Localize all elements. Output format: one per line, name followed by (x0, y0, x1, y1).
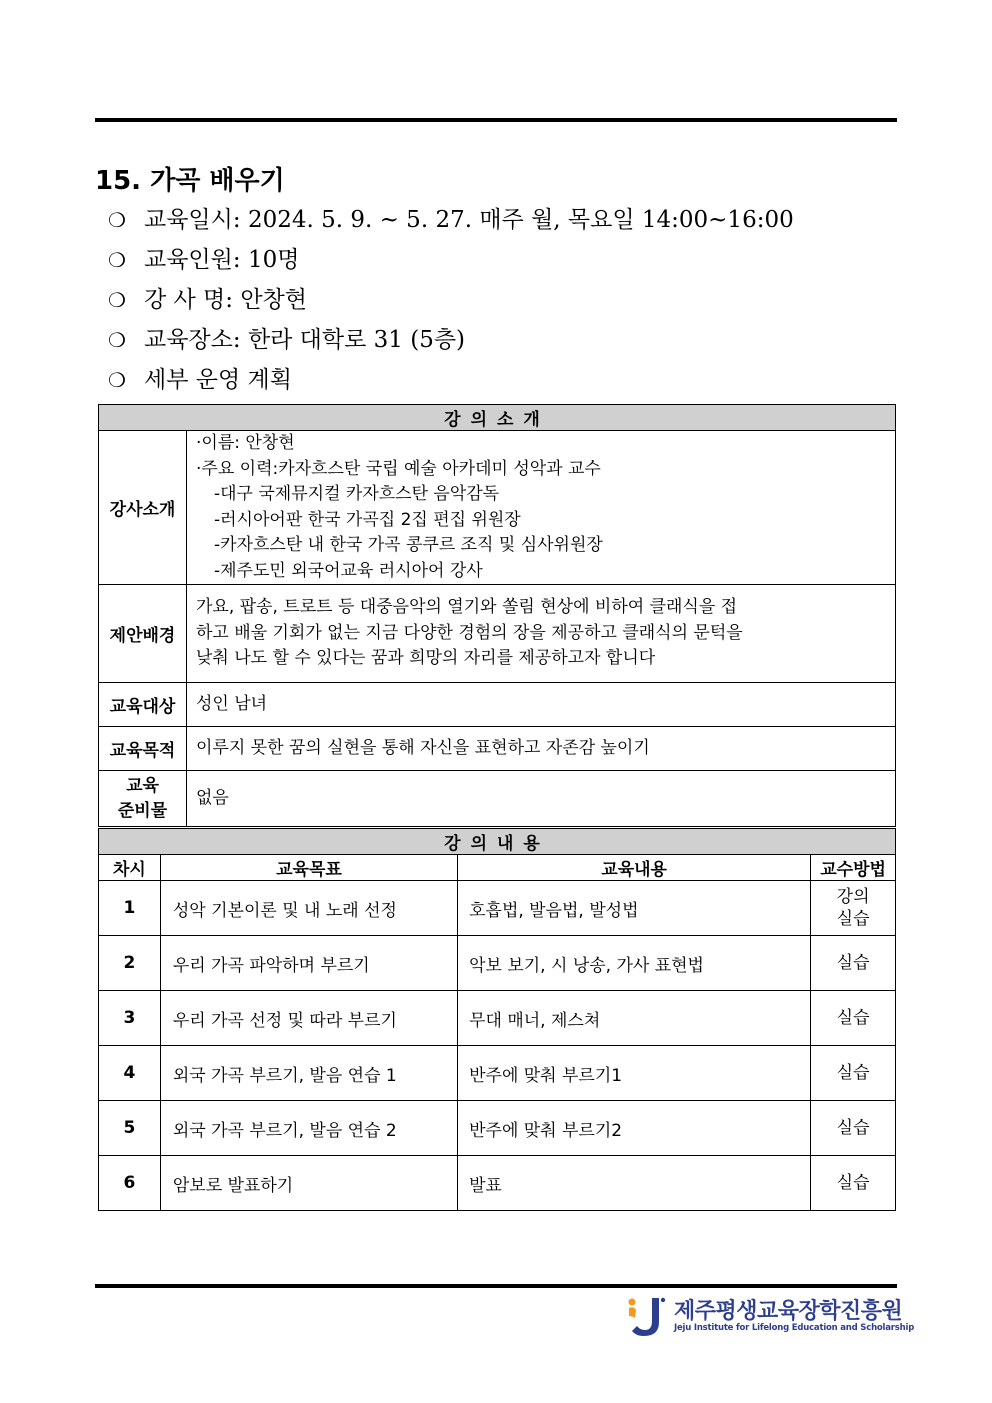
info-line-instructor (108, 281, 307, 314)
text-line: -카자흐스탄 내 한국 가곡 콩쿠르 조직 및 심사위원장 (214, 535, 603, 555)
circle-bullet-icon: ❍ (108, 288, 126, 312)
text-line: ·이름: 안창현 (196, 433, 295, 453)
org-name-english: Jeju Institute for Lifelong Education and Scholarship (674, 1323, 915, 1333)
session-content: 발표 (458, 1156, 811, 1211)
jeju-logo-icon (626, 1294, 666, 1338)
session-number: 4 (99, 1046, 161, 1101)
row-label: 강사소개 (99, 431, 187, 585)
session-number: 3 (99, 991, 161, 1046)
page-title: 15. 가곡 배우기 (95, 166, 285, 196)
top-rule (95, 118, 897, 122)
row-label: 교육목적 (99, 727, 187, 771)
content-table (98, 828, 896, 1211)
session-content: 반주에 맞춰 부르기1 (458, 1046, 811, 1101)
info-line-date (108, 201, 794, 234)
info-line-plan (108, 361, 292, 394)
table-row (99, 1046, 896, 1101)
intro-header: 강의소개 (99, 405, 896, 431)
background-cell (187, 585, 896, 683)
circle-bullet-icon: ❍ (108, 208, 126, 232)
session-goal: 외국 가곡 부르기, 발음 연습 2 (160, 1101, 457, 1156)
method-line: 실습 (836, 909, 870, 929)
row-label: 제안배경 (99, 585, 187, 683)
info-value: 10명 (247, 247, 300, 273)
purpose-cell: 이루지 못한 꿈의 실현을 통해 자신을 표현하고 자존감 높이기 (187, 727, 896, 771)
table-row (99, 991, 896, 1046)
session-content: 악보 보기, 시 낭송, 가사 표현법 (458, 936, 811, 991)
method-line: 강의 (836, 887, 870, 907)
bottom-rule (95, 1284, 897, 1288)
session-number: 1 (99, 881, 161, 936)
text-line: -대구 국제뮤지컬 카자흐스탄 음악감독 (214, 484, 500, 504)
session-goal: 우리 가곡 파악하며 부르기 (160, 936, 457, 991)
session-number: 2 (99, 936, 161, 991)
info-line-people (108, 241, 299, 274)
info-label: 세부 운영 계획 (144, 367, 292, 393)
text-line: 낮춰 나도 할 수 있다는 꿈과 희망의 자리를 제공하고자 합니다 (196, 648, 656, 669)
text-line: ·주요 이력:카자흐스탄 국립 예술 아카데미 성악과 교수 (196, 458, 601, 479)
org-name: 제주평생교육장학진흥원 (674, 1299, 903, 1324)
info-line-place (108, 321, 465, 354)
target-cell: 성인 남녀 (187, 683, 896, 727)
session-method (811, 881, 896, 936)
row-label: 교육대상 (99, 683, 187, 727)
session-goal: 외국 가곡 부르기, 발음 연습 1 (160, 1046, 457, 1101)
session-goal: 성악 기본이론 및 내 노래 선정 (160, 881, 457, 936)
label-line: 교육 (126, 775, 159, 796)
circle-bullet-icon: ❍ (108, 328, 126, 352)
column-header: 교수방법 (811, 855, 896, 881)
session-method: 실습 (811, 1101, 896, 1156)
info-label: 교육일시: (144, 207, 241, 233)
column-header: 차시 (99, 855, 161, 881)
session-number: 6 (99, 1156, 161, 1211)
text-line: -제주도민 외국어교육 러시아어 강사 (214, 560, 483, 581)
org-logo (626, 1294, 915, 1342)
table-row (99, 1101, 896, 1156)
content-header: 강의내용 (99, 829, 896, 855)
session-content: 호흡법, 발음법, 발성법 (458, 881, 811, 936)
column-header: 교육목표 (160, 855, 457, 881)
table-row (99, 1156, 896, 1211)
session-goal: 암보로 발표하기 (160, 1156, 457, 1211)
table-row (99, 936, 896, 991)
instructor-intro-cell (187, 431, 896, 585)
circle-bullet-icon: ❍ (108, 248, 126, 272)
session-method: 실습 (811, 1046, 896, 1101)
text-line: -러시아어판 한국 가곡집 2집 편집 위원장 (214, 509, 521, 530)
session-goal: 우리 가곡 선정 및 따라 부르기 (160, 991, 457, 1046)
session-number: 5 (99, 1101, 161, 1156)
info-label: 교육장소: (144, 327, 241, 353)
text-line: 하고 배울 기회가 없는 지금 다양한 경험의 장을 제공하고 클래식의 문턱을 (196, 622, 743, 643)
materials-cell: 없음 (187, 771, 896, 827)
info-label: 강 사 명: (144, 287, 234, 313)
row-label (99, 771, 187, 827)
info-value: 2024. 5. 9. ~ 5. 27. 매주 월, 목요일 14:00~16:00 (247, 207, 794, 233)
info-value: 한라 대학로 31 (5층) (247, 327, 466, 353)
session-content: 무대 매너, 제스쳐 (458, 991, 811, 1046)
session-method: 실습 (811, 991, 896, 1046)
circle-bullet-icon: ❍ (108, 368, 126, 392)
info-value: 안창현 (240, 287, 307, 313)
table-row (99, 881, 896, 936)
session-content: 반주에 맞춰 부르기2 (458, 1101, 811, 1156)
session-method: 실습 (811, 1156, 896, 1211)
info-label: 교육인원: (144, 247, 241, 273)
column-header: 교육내용 (458, 855, 811, 881)
label-line: 준비물 (117, 800, 168, 821)
text-line: 가요, 팝송, 트로트 등 대중음악의 열기와 쏠림 현상에 비하여 클래식을 접 (196, 597, 738, 618)
intro-table (98, 404, 896, 827)
session-method: 실습 (811, 936, 896, 991)
